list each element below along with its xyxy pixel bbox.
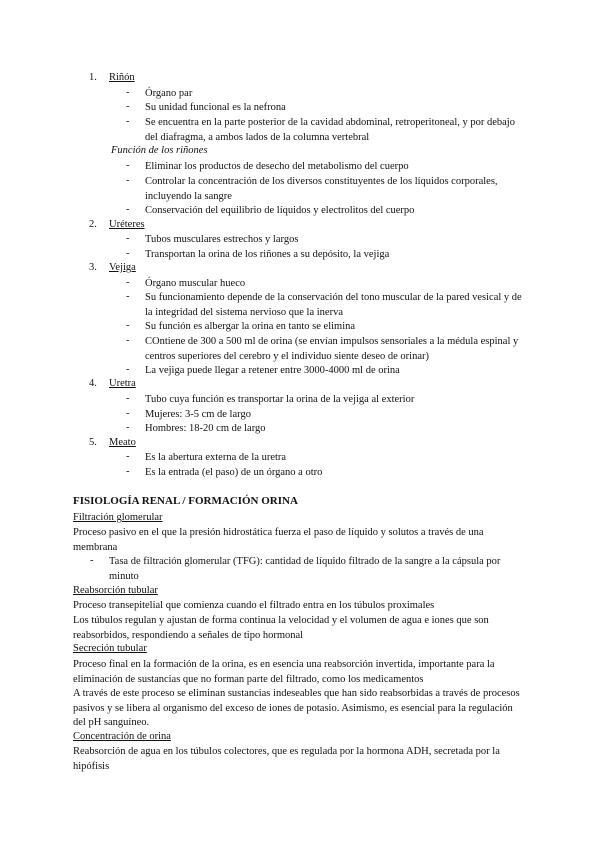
list-number: 1. <box>89 72 97 83</box>
list-item: Transportan la orina de los riñones a su depósito, la vejiga <box>145 249 390 260</box>
list-number: 3. <box>89 262 97 273</box>
list-number: 5. <box>89 437 97 448</box>
list-item: Su unidad funcional es la nefrona <box>145 102 286 113</box>
section-heading: FISIOLOGÍA RENAL / FORMACIÓN ORINA <box>73 495 298 507</box>
bullet-dash: - <box>126 160 130 171</box>
list-number: 2. <box>89 219 97 230</box>
list-number: 4. <box>89 378 97 389</box>
bullet-dash: - <box>126 277 130 288</box>
list-item: La vejiga puede llegar a retener entre 3000-4000 ml de orina <box>145 365 400 376</box>
bullet-dash: - <box>90 555 94 566</box>
bullet-dash: - <box>126 101 130 112</box>
bullet-dash: - <box>126 175 130 186</box>
paragraph: Reabsorción de agua en los túbulos colectores, que es regulada por la hormona ADH, secretada por la hipófisis <box>73 746 500 772</box>
bullet-dash: - <box>126 291 130 302</box>
paragraph: Los túbulos regulan y ajustan de forma continua la velocidad y el volumen de agua e iones que son reabsorbidos, respondiendo a señales de tipo hormonal <box>73 615 489 641</box>
list-item: Tubo cuya función es transportar la orina de la vejiga al exterior <box>145 394 415 405</box>
bullet-dash: - <box>126 116 130 127</box>
function-subtitle: Función de los riñones <box>111 145 208 156</box>
subheading-filtracion: Filtración glomerular <box>73 512 163 523</box>
bullet-dash: - <box>126 451 130 462</box>
bullet-dash: - <box>126 335 130 346</box>
bullet-dash: - <box>126 408 130 419</box>
section-title-vejiga: Vejiga <box>109 262 136 273</box>
subheading-concentracion: Concentración de orina <box>73 731 171 742</box>
bullet-dash: - <box>126 393 130 404</box>
section-title-rinon: Riñón <box>109 72 135 83</box>
list-item: Tubos musculares estrechos y largos <box>145 234 299 245</box>
section-title-uretra: Uretra <box>109 378 136 389</box>
section-title-meato: Meato <box>109 437 136 448</box>
paragraph: A través de este proceso se eliminan sustancias indeseables que han sido reabsorbidas a través de procesos pasivos y se libera al organismo del exceso de iones de potasio. Asimismo, es esencial para la regulación del pH sanguíneo. <box>73 688 520 728</box>
bullet-dash: - <box>126 364 130 375</box>
list-item: Su funcionamiento depende de la conservación del tono muscular de la pared vesical y de la integridad del sistema nervioso que la inerva <box>145 292 522 318</box>
section-title-ureteres: Uréteres <box>109 219 145 230</box>
list-item: Eliminar los productos de desecho del metabolismo del cuerpo <box>145 161 409 172</box>
list-item: Tasa de filtración glomerular (TFG): cantidad de líquido filtrado de la sangre a la cápsula por minuto <box>109 556 501 582</box>
subheading-reabsorcion: Reabsorción tubular <box>73 585 158 596</box>
paragraph: Proceso pasivo en el que la presión hidrostática fuerza el paso de líquido y solutos a través de una membrana <box>73 527 484 553</box>
list-item: Órgano par <box>145 88 193 99</box>
list-item: Es la entrada (el paso) de un órgano a otro <box>145 467 323 478</box>
list-item: Es la abertura externa de la uretra <box>145 452 287 463</box>
paragraph: Proceso final en la formación de la orina, es en esencia una reabsorción invertida, importante para la eliminación de sustancias que no forman parte del filtrado, como los medicamentos <box>73 659 495 685</box>
bullet-dash: - <box>126 87 130 98</box>
list-item: Su función es albergar la orina en tanto se elimina <box>145 321 356 332</box>
list-item: Órgano muscular hueco <box>145 278 246 289</box>
list-item: Mujeres: 3-5 cm de largo <box>145 409 251 420</box>
list-item: Hombres: 18-20 cm de largo <box>145 423 266 434</box>
list-item: Controlar la concentración de los diversos constituyentes de los líquidos corporales, incluyendo la sangre <box>145 176 498 202</box>
list-item: Conservación del equilibrio de líquidos y electrolitos del cuerpo <box>145 205 415 216</box>
subheading-secrecion: Secreción tubular <box>73 643 147 654</box>
bullet-dash: - <box>126 233 130 244</box>
list-item: COntiene de 300 a 500 ml de orina (se envían impulsos sensoriales a la médula espinal y centros superiores del cerebro y el individuo siente deseo de orinar) <box>145 336 519 362</box>
bullet-dash: - <box>126 248 130 259</box>
bullet-dash: - <box>126 204 130 215</box>
list-item: Se encuentra en la parte posterior de la cavidad abdominal, retroperitoneal, y por debajo del diafragma, a ambos lados de la columna vertebral <box>145 117 515 143</box>
bullet-dash: - <box>126 422 130 433</box>
bullet-dash: - <box>126 320 130 331</box>
paragraph: Proceso transepitelial que comienza cuando el filtrado entra en los túbulos proximales <box>73 600 435 611</box>
bullet-dash: - <box>126 466 130 477</box>
